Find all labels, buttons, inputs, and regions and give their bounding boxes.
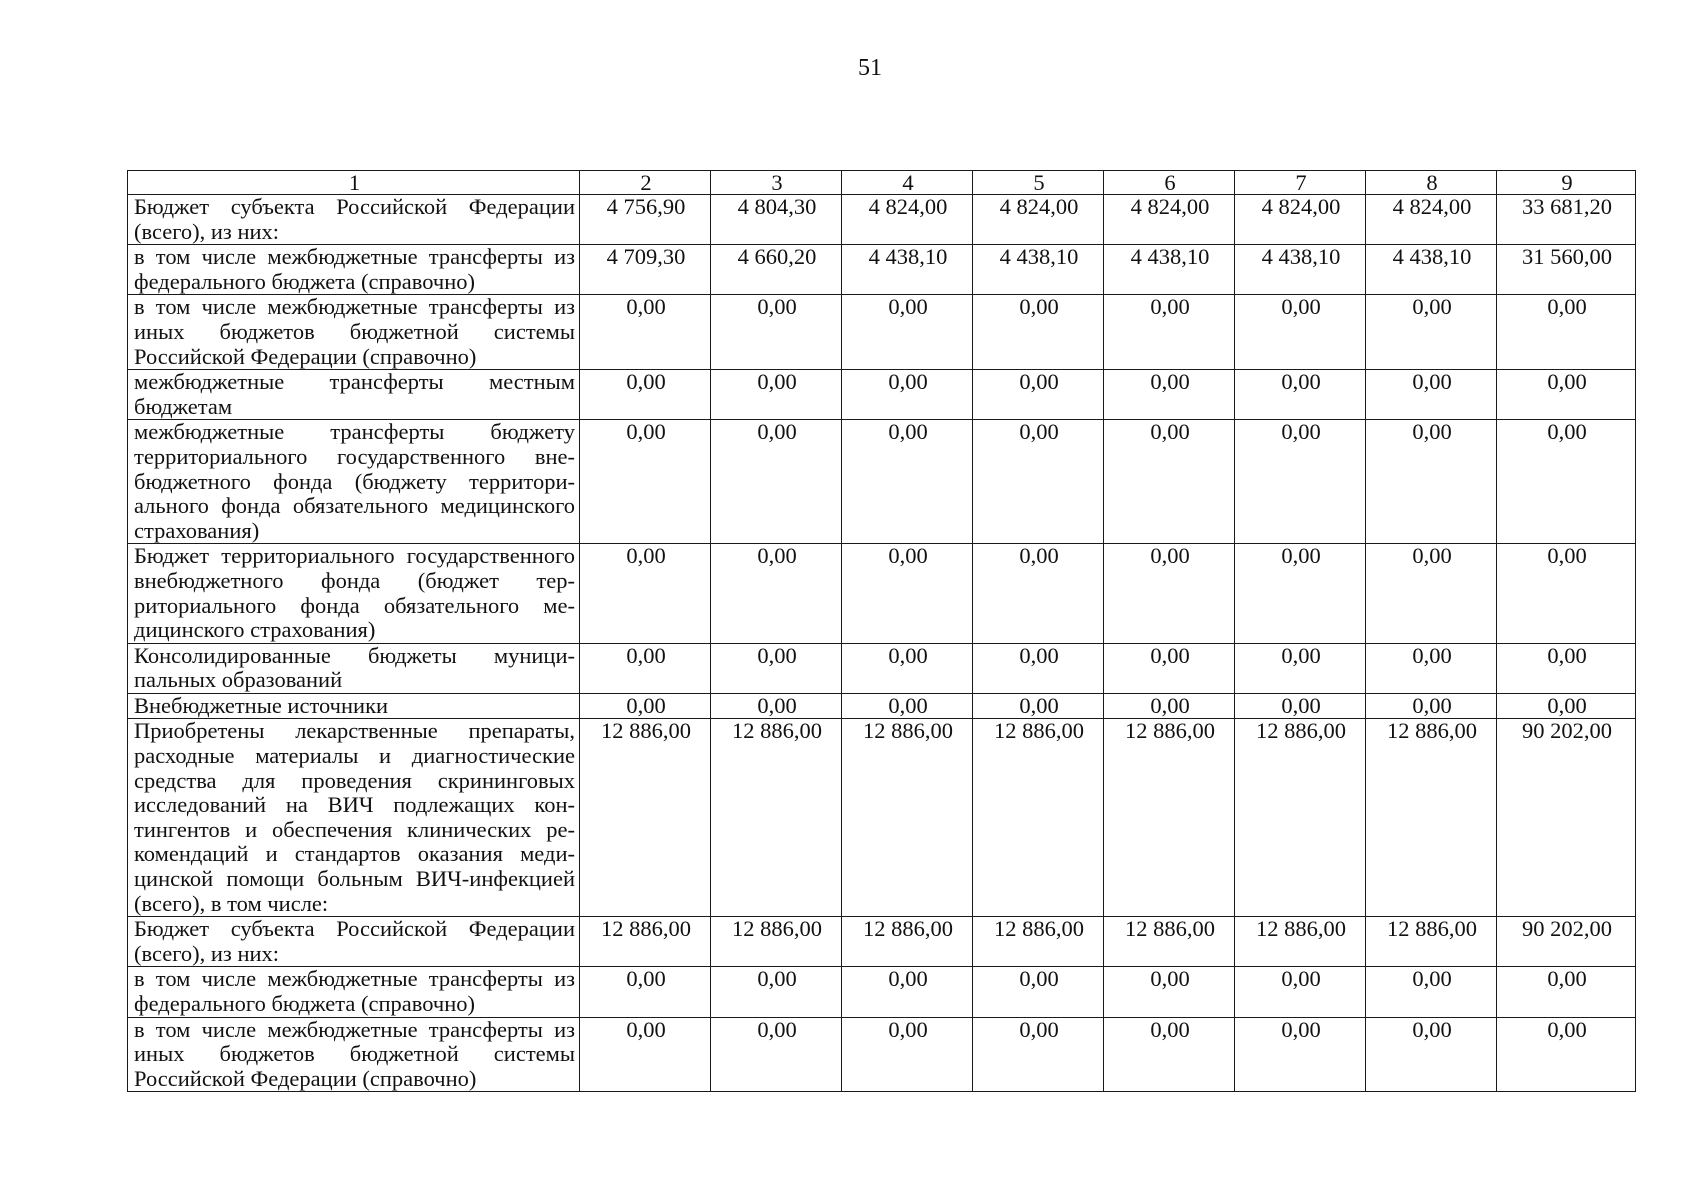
- table-row: [128, 967, 1636, 1017]
- value-cell: 0,00: [1104, 420, 1235, 544]
- value-cell: 0,00: [1235, 370, 1366, 420]
- value-cell: 0,00: [1497, 544, 1636, 643]
- row-label: межбюджетные трансферты бюджету территориального государственного внебюджетного фонда (бюджету территориального фонда обязательного медицинского страхования): [128, 420, 580, 544]
- value-cell: 0,00: [1235, 295, 1366, 370]
- value-cell: 12 886,00: [1104, 719, 1235, 917]
- column-header: 3: [711, 171, 842, 195]
- value-cell: 0,00: [1497, 420, 1636, 544]
- value-cell: 12 886,00: [1104, 917, 1235, 967]
- page-number: 51: [858, 55, 882, 81]
- value-cell: 0,00: [1497, 693, 1636, 719]
- row-label: в том числе межбюджетные трансферты из иных бюджетов бюджетной системы Российской Федерации (справочно): [128, 1017, 580, 1092]
- value-cell: 0,00: [711, 370, 842, 420]
- row-label: в том числе межбюджетные трансферты из федерального бюджета (справочно): [128, 245, 580, 295]
- value-cell: 4 709,30: [580, 245, 711, 295]
- value-cell: 0,00: [580, 420, 711, 544]
- column-header: 8: [1366, 171, 1497, 195]
- table-row: [128, 719, 1636, 917]
- value-cell: 12 886,00: [842, 719, 973, 917]
- value-cell: 4 804,30: [711, 195, 842, 245]
- value-cell: 0,00: [1104, 370, 1235, 420]
- value-cell: 12 886,00: [842, 917, 973, 967]
- value-cell: 90 202,00: [1497, 917, 1636, 967]
- value-cell: 0,00: [580, 643, 711, 693]
- column-header: 2: [580, 171, 711, 195]
- value-cell: 12 886,00: [1366, 719, 1497, 917]
- table-row: [128, 245, 1636, 295]
- value-cell: 0,00: [842, 295, 973, 370]
- value-cell: 0,00: [580, 544, 711, 643]
- value-cell: 0,00: [711, 1017, 842, 1092]
- row-label: Внебюджетные источники: [128, 693, 580, 719]
- value-cell: 0,00: [842, 1017, 973, 1092]
- value-cell: 0,00: [1104, 1017, 1235, 1092]
- row-label: Бюджет территориального государственного внебюджетного фонда (бюджет территориального фонда обязательного медицинского страхования): [128, 544, 580, 643]
- value-cell: 12 886,00: [711, 719, 842, 917]
- value-cell: 4 824,00: [1235, 195, 1366, 245]
- value-cell: 4 438,10: [1235, 245, 1366, 295]
- row-label: в том числе межбюджетные трансферты из федерального бюджета (справочно): [128, 967, 580, 1017]
- table-row: [128, 1017, 1636, 1092]
- value-cell: 0,00: [1497, 370, 1636, 420]
- value-cell: 12 886,00: [1235, 917, 1366, 967]
- value-cell: 0,00: [1104, 544, 1235, 643]
- value-cell: 0,00: [580, 295, 711, 370]
- value-cell: 0,00: [580, 693, 711, 719]
- value-cell: 0,00: [1497, 643, 1636, 693]
- value-cell: 0,00: [1366, 370, 1497, 420]
- row-label: в том числе межбюджетные трансферты из иных бюджетов бюджетной системы Российской Федерации (справочно): [128, 295, 580, 370]
- value-cell: 0,00: [1366, 967, 1497, 1017]
- table-row: [128, 693, 1636, 719]
- value-cell: 33 681,20: [1497, 195, 1636, 245]
- value-cell: 0,00: [842, 370, 973, 420]
- value-cell: 0,00: [1235, 967, 1366, 1017]
- value-cell: 0,00: [1235, 643, 1366, 693]
- value-cell: 0,00: [1235, 420, 1366, 544]
- value-cell: 4 824,00: [1104, 195, 1235, 245]
- table-row: [128, 917, 1636, 967]
- value-cell: 0,00: [1104, 967, 1235, 1017]
- table-row: [128, 295, 1636, 370]
- value-cell: 4 438,10: [973, 245, 1104, 295]
- table-row: [128, 420, 1636, 544]
- value-cell: 0,00: [973, 643, 1104, 693]
- row-label: Консолидированные бюджеты муниципальных образований: [128, 643, 580, 693]
- budget-table: [127, 170, 1636, 1092]
- row-label: Бюджет субъекта Российской Федерации (всего), из них:: [128, 917, 580, 967]
- value-cell: 12 886,00: [973, 917, 1104, 967]
- value-cell: 0,00: [711, 544, 842, 643]
- value-cell: 0,00: [973, 1017, 1104, 1092]
- value-cell: 4 756,90: [580, 195, 711, 245]
- value-cell: 4 824,00: [1366, 195, 1497, 245]
- value-cell: 0,00: [842, 420, 973, 544]
- table-row: [128, 544, 1636, 643]
- column-header: 9: [1497, 171, 1636, 195]
- value-cell: 0,00: [1104, 693, 1235, 719]
- value-cell: 0,00: [973, 295, 1104, 370]
- value-cell: 12 886,00: [1366, 917, 1497, 967]
- value-cell: 0,00: [1235, 693, 1366, 719]
- value-cell: 0,00: [580, 370, 711, 420]
- table-body: [128, 195, 1636, 1092]
- column-header: 5: [973, 171, 1104, 195]
- value-cell: 0,00: [711, 420, 842, 544]
- table-row: [128, 195, 1636, 245]
- column-header: 1: [128, 171, 580, 195]
- value-cell: 0,00: [842, 544, 973, 643]
- value-cell: 12 886,00: [711, 917, 842, 967]
- value-cell: 31 560,00: [1497, 245, 1636, 295]
- column-number-row: [128, 171, 1636, 195]
- value-cell: 0,00: [1104, 295, 1235, 370]
- value-cell: 0,00: [1366, 693, 1497, 719]
- value-cell: 12 886,00: [1235, 719, 1366, 917]
- value-cell: 0,00: [973, 420, 1104, 544]
- value-cell: 0,00: [842, 693, 973, 719]
- column-header: 6: [1104, 171, 1235, 195]
- value-cell: 0,00: [1366, 295, 1497, 370]
- value-cell: 0,00: [1497, 967, 1636, 1017]
- column-header: 7: [1235, 171, 1366, 195]
- value-cell: 0,00: [1497, 1017, 1636, 1092]
- value-cell: 0,00: [1235, 1017, 1366, 1092]
- value-cell: 0,00: [580, 967, 711, 1017]
- value-cell: 0,00: [1104, 643, 1235, 693]
- value-cell: 0,00: [842, 643, 973, 693]
- value-cell: 4 824,00: [973, 195, 1104, 245]
- value-cell: 0,00: [1497, 295, 1636, 370]
- table-row: [128, 370, 1636, 420]
- row-label: Бюджет субъекта Российской Федерации (всего), из них:: [128, 195, 580, 245]
- value-cell: 0,00: [1235, 544, 1366, 643]
- value-cell: 90 202,00: [1497, 719, 1636, 917]
- value-cell: 4 438,10: [842, 245, 973, 295]
- value-cell: 4 660,20: [711, 245, 842, 295]
- value-cell: 0,00: [973, 967, 1104, 1017]
- value-cell: 0,00: [1366, 1017, 1497, 1092]
- value-cell: 0,00: [1366, 420, 1497, 544]
- row-label: межбюджетные трансферты местным бюджетам: [128, 370, 580, 420]
- value-cell: 12 886,00: [580, 917, 711, 967]
- value-cell: 4 438,10: [1366, 245, 1497, 295]
- value-cell: 0,00: [711, 967, 842, 1017]
- value-cell: 12 886,00: [580, 719, 711, 917]
- value-cell: 0,00: [580, 1017, 711, 1092]
- value-cell: 0,00: [711, 643, 842, 693]
- column-header: 4: [842, 171, 973, 195]
- table-row: [128, 643, 1636, 693]
- value-cell: 0,00: [973, 693, 1104, 719]
- row-label: Приобретены лекарственные препараты, расходные материалы и диагностические средства для проведения скрининговых исследований на ВИЧ подлежащих контингентов и обеспечения клинических рекомендаций и стандартов оказания медицинской помощи больным ВИЧ-инфекцией (всего), в том числе:: [128, 719, 580, 917]
- value-cell: 12 886,00: [973, 719, 1104, 917]
- value-cell: 0,00: [1366, 643, 1497, 693]
- value-cell: 0,00: [711, 295, 842, 370]
- value-cell: 4 824,00: [842, 195, 973, 245]
- value-cell: 0,00: [973, 544, 1104, 643]
- value-cell: 0,00: [842, 967, 973, 1017]
- value-cell: 0,00: [711, 693, 842, 719]
- value-cell: 0,00: [1366, 544, 1497, 643]
- value-cell: 0,00: [973, 370, 1104, 420]
- value-cell: 4 438,10: [1104, 245, 1235, 295]
